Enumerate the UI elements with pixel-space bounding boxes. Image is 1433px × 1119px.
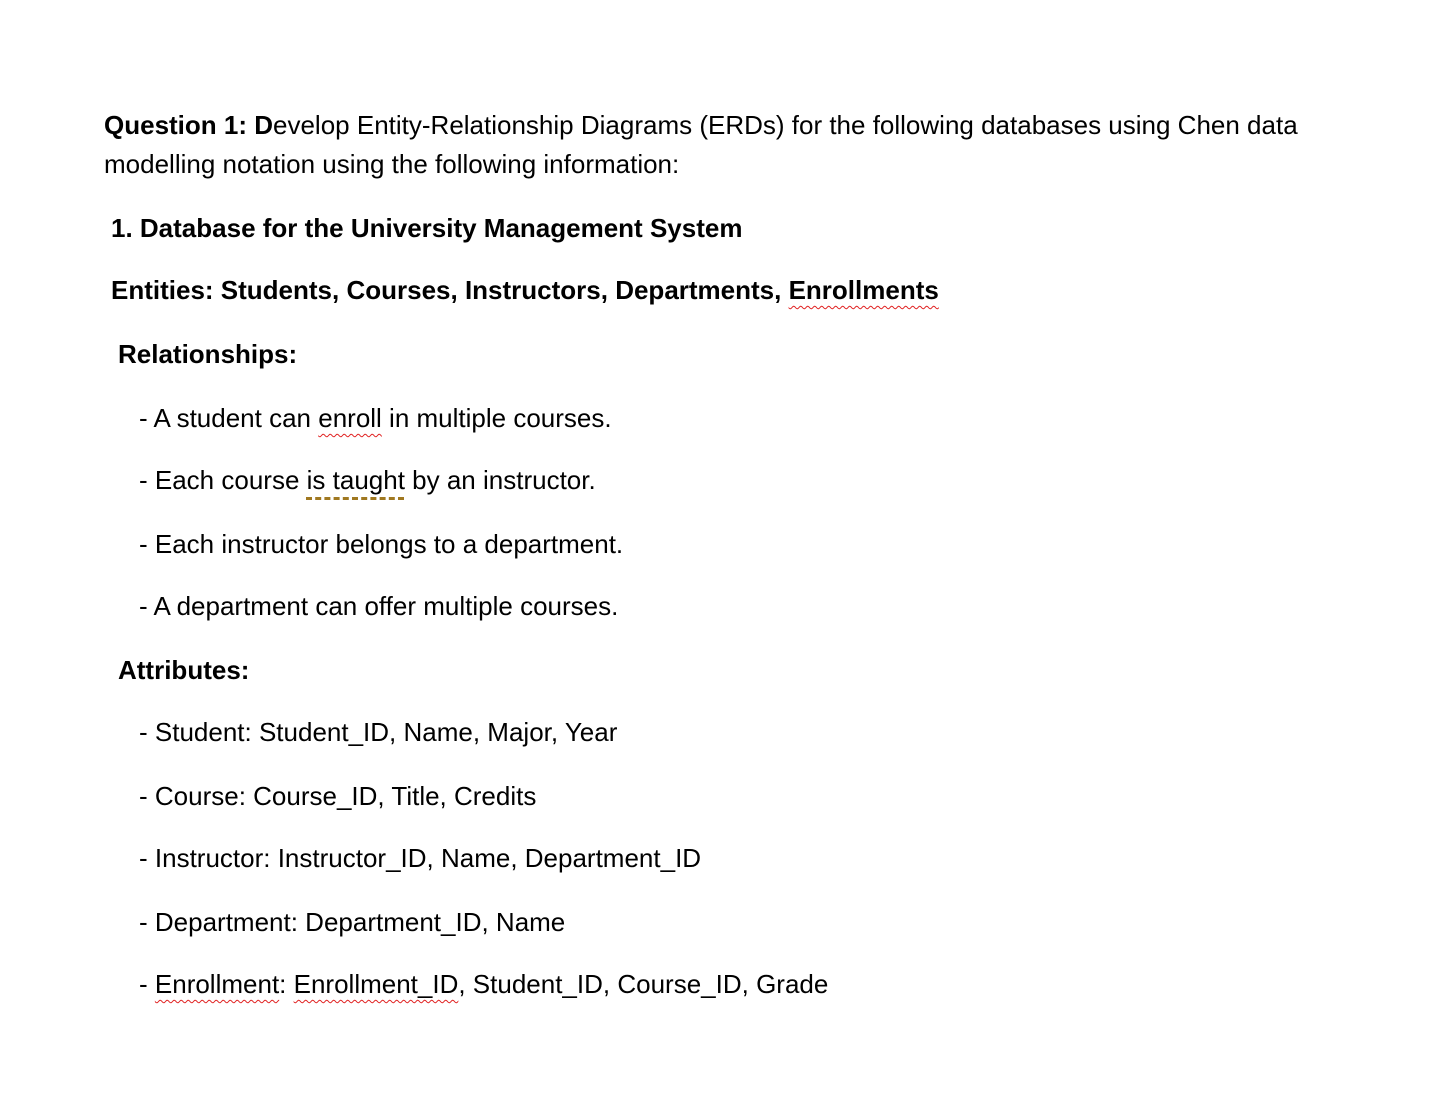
attribute-item: - Enrollment: Enrollment_ID, Student_ID, Course_ID, Grade xyxy=(139,969,829,999)
relationships-heading: Relationships: xyxy=(118,339,298,369)
relationship-item: - Each instructor belongs to a department. xyxy=(139,529,624,559)
attributes-heading: Attributes: xyxy=(118,655,250,685)
relationship-item: - A student can enroll in multiple courses. xyxy=(139,403,612,433)
question-label: Question 1: D xyxy=(104,110,274,140)
attribute-item: - Student: Student_ID, Name, Major, Year xyxy=(139,717,618,747)
attribute-item: - Instructor: Instructor_ID, Name, Department_ID xyxy=(139,843,702,873)
entities-text: Entities: Students, Courses, Instructors, Departments, xyxy=(111,275,789,305)
spelling-flag-enrollment-id[interactable]: Enrollment_ID xyxy=(293,969,459,999)
section-title: 1. Database for the University Management System xyxy=(111,213,743,243)
spelling-flag-enroll[interactable]: enroll xyxy=(318,403,382,433)
spelling-flag-enrollment[interactable]: Enrollment xyxy=(154,969,280,999)
attribute-item: - Course: Course_ID, Title, Credits xyxy=(139,781,537,811)
attribute-item: - Department: Department_ID, Name xyxy=(139,907,566,937)
spelling-flag-enrollments[interactable]: Enrollments xyxy=(788,275,939,305)
question-text: evelop Entity-Relationship Diagrams (ERDs) for the following databases using Chen data modelling notation using the following information: xyxy=(104,110,1298,179)
question-paragraph xyxy=(104,106,1344,184)
entities-line xyxy=(111,273,939,307)
relationship-item: - A department can offer multiple courses. xyxy=(139,591,619,621)
relationship-item: - Each course is taught by an instructor. xyxy=(139,465,596,495)
grammar-flag-is-taught[interactable]: is taught xyxy=(306,465,405,495)
